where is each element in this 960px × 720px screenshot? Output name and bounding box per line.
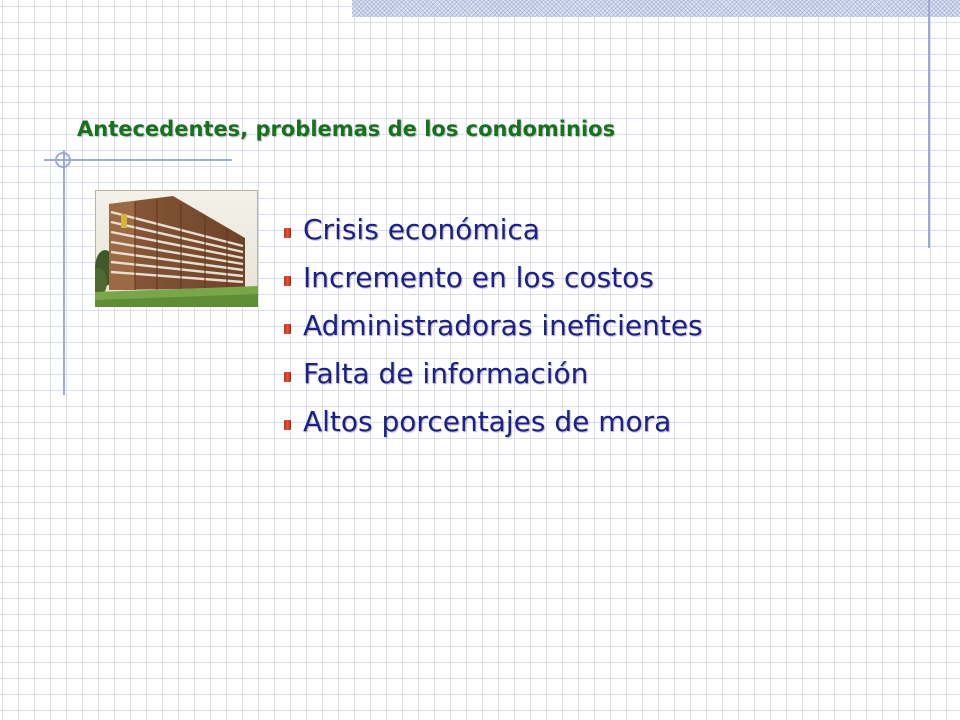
bullet-text: Administradoras ineficientes xyxy=(303,308,703,342)
bullet-marker-icon xyxy=(284,420,291,430)
bullet-item xyxy=(284,206,703,252)
bullet-marker-icon xyxy=(284,276,291,286)
bullet-marker-icon xyxy=(284,324,291,334)
bullet-item xyxy=(284,398,703,444)
bullet-list xyxy=(284,206,703,446)
bullet-marker-icon xyxy=(284,372,291,382)
bullet-text: Incremento en los costos xyxy=(303,260,654,294)
right-decor-line xyxy=(928,0,930,248)
bullet-item xyxy=(284,302,703,348)
crosshair-circle-icon xyxy=(55,152,71,168)
bullet-item xyxy=(284,350,703,396)
bullet-item xyxy=(284,254,703,300)
bullet-text: Falta de información xyxy=(303,356,589,390)
slide-title: Antecedentes, problemas de los condominios xyxy=(77,117,616,141)
bullet-marker-icon xyxy=(284,228,291,238)
top-pattern-band xyxy=(352,0,960,17)
bullet-text: Crisis económica xyxy=(303,212,540,246)
bullet-text: Altos porcentajes de mora xyxy=(303,404,672,438)
building-icon xyxy=(95,190,258,307)
title-underline-decor xyxy=(44,159,232,161)
left-decor-line xyxy=(63,150,65,395)
building-photo xyxy=(95,190,258,307)
